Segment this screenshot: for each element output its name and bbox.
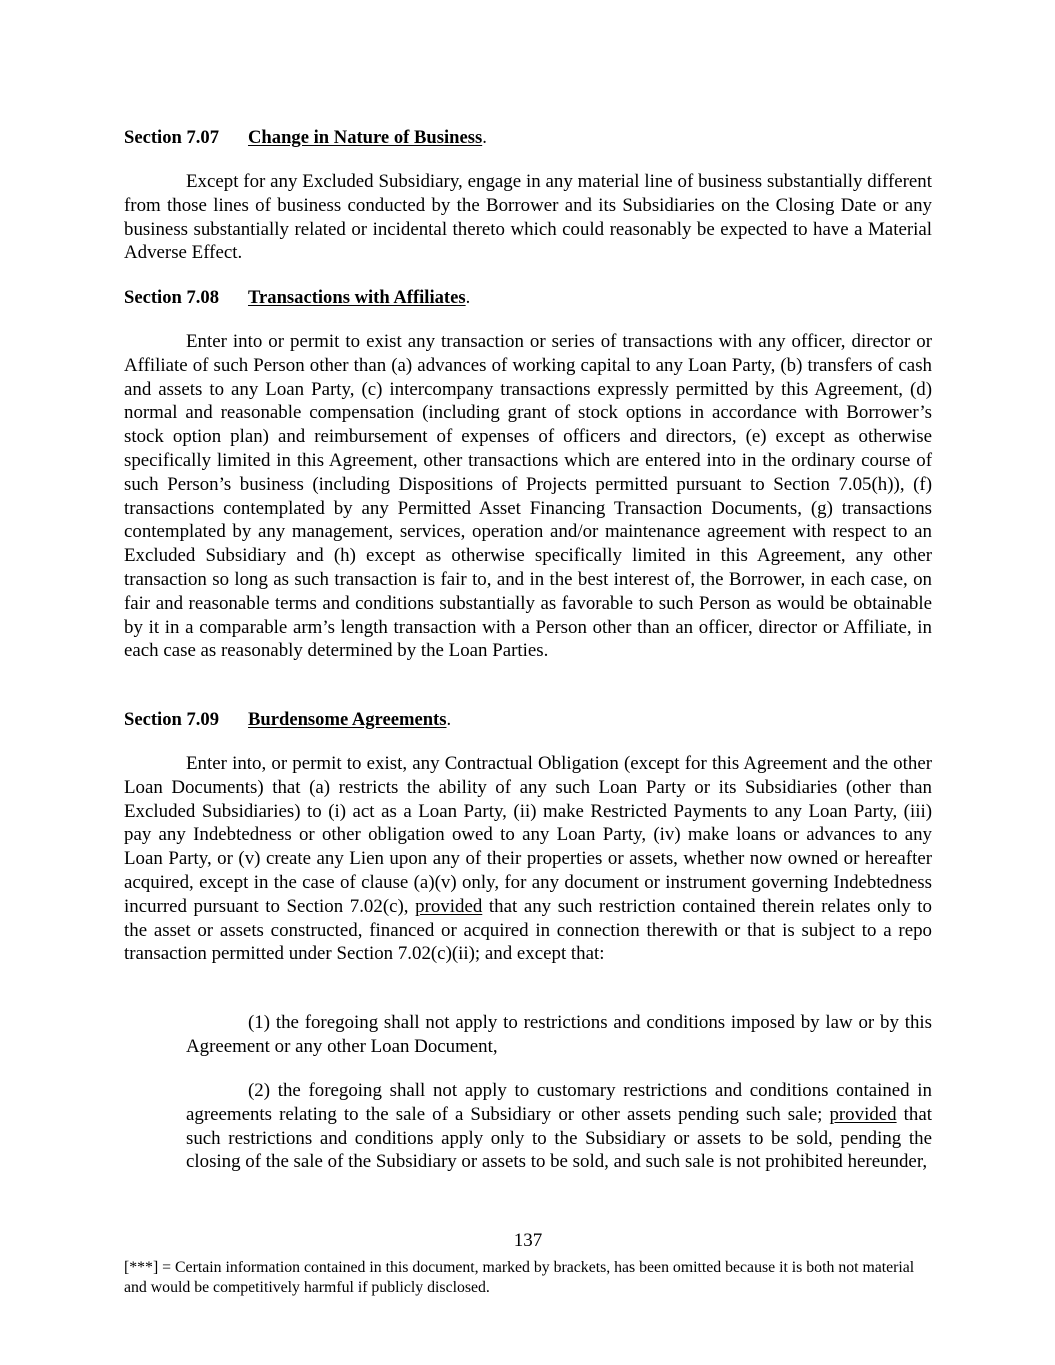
section-number: Section 7.09	[124, 709, 220, 730]
section-7-08-paragraph: Enter into or permit to exist any transaction or series of transactions with any officer, director or Affiliate of such Person other than (a) advances of working capital to any Loan Party, (b) transfers of cash and assets to any Loan Party, (c) intercompany transactions expressly permitted by this Agreement, (d) normal and reasonable compensation (including grant of stock options in accordance with Borrower’s stock option plan) and reimbursement of expenses of officers and directors, (e) except as otherwise specifically limited in this Agreement, other transactions which are entered into in the ordinary course of such Person’s business (including Dispositions of Projects permitted pursuant to Section 7.05(h)), (f) transactions contemplated by any Permitted Asset Financing Transaction Documents, (g) transactions contemplated by any management, services, operation and/or maintenance agreement with respect to an Excluded Subsidiary and (h) except as otherwise specifically limited in this Agreement, any other transaction so long as such transaction is fair to, and in the best interest of, the Borrower, in each case, on fair and reasonable terms and conditions substantially as favorable to such Person as would be obtainable by it in a comparable arm’s length transaction with a Person other than an officer, director or Affiliate, in each case as reasonably determined by the Loan Parties.	[124, 331, 932, 662]
section-7-09-paragraph	[124, 752, 932, 966]
section-7-07-paragraph: Except for any Excluded Subsidiary, engage in any material line of business substantially different from those lines of business conducted by the Borrower and its Subsidiaries on the Closing Date or any business substantially related or incidental thereto which could reasonably be expected to have a Material Adverse Effect.	[124, 171, 932, 264]
provided-term: provided	[829, 1103, 897, 1125]
page-number: 137	[513, 1230, 543, 1251]
section-title: Change in Nature of Business	[248, 127, 483, 148]
paragraph-text: that any such restriction contained therein relates only to the asset or assets constructed, financed or acquired in connection therewith or that is subject to a repo transaction permitted under Section 7.02(c)(ii); and except that:	[124, 895, 932, 965]
clause-text: that such restrictions and conditions apply only to the Subsidiary or assets to be sold, pending the closing of the sale of the Subsidiary or assets to be sold, and such sale is not prohibited hereunder,	[186, 1103, 932, 1173]
clause-text: (1) the foregoing shall not apply to restrictions and conditions imposed by law or by this Agreement or any other Loan Document,	[186, 1012, 932, 1057]
paragraph-text: Enter into, or permit to exist, any Contractual Obligation (except for this Agreement and the other Loan Documents) that (a) restricts the ability of any such Loan Party or its Subsidiaries (other than Excluded Subsidiaries) to (i) act as a Loan Party, (ii) make Restricted Payments to any Loan Party, (iii) pay any Indebtedness or other obligation owed to any Loan Party, (iv) make loans or advances to any Loan Party, or (v) create any Lien upon any of their properties or assets, whether now owned or hereafter acquired, except in the case of clause (a)(v) only, for any document or instrument governing Indebtedness incurred pursuant to Section 7.02(c),	[124, 753, 932, 917]
clause-2	[186, 1079, 932, 1174]
section-title-period: .	[446, 709, 452, 730]
section-title: Burdensome Agreements	[248, 709, 447, 730]
section-number: Section 7.07	[124, 127, 220, 148]
provided-term: provided	[415, 895, 483, 917]
section-number: Section 7.08	[124, 287, 220, 308]
section-heading-7-07	[124, 127, 487, 149]
clause-1	[186, 1011, 932, 1059]
section-title-period: .	[465, 287, 471, 308]
clause-text: (2) the foregoing shall not apply to customary restrictions and conditions contained in agreements relating to the sale of a Subsidiary or other assets pending such sale;	[186, 1080, 932, 1125]
section-heading-7-09	[124, 709, 451, 731]
footnote: [***] = Certain information contained in this document, marked by brackets, has been omitted because it is both not material and would be competitively harmful if publicly disclosed.	[124, 1259, 915, 1296]
section-title: Transactions with Affiliates	[248, 287, 466, 308]
section-heading-7-08	[124, 287, 470, 309]
section-title-period: .	[482, 127, 487, 148]
